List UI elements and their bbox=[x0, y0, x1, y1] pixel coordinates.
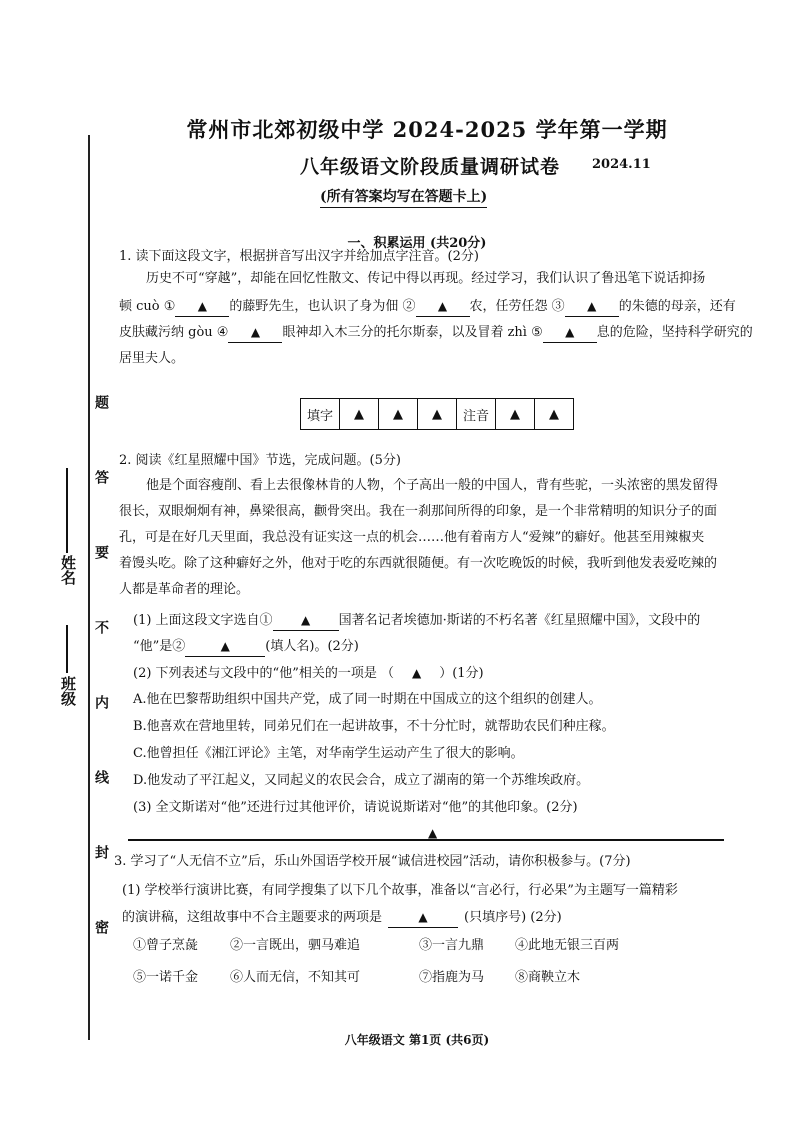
story-item: ①曾子烹彘 bbox=[133, 938, 199, 953]
answer-line[interactable] bbox=[128, 839, 724, 841]
q1-stem: 1. 读下面这段文字，根据拼音写出汉字并给加点字注音。(2分) bbox=[119, 249, 479, 264]
q3-stem: 3. 学习了“人无信不立”后，乐山外国语学校开展“诚信进校园”活动，请你积极参与。(7分) bbox=[114, 854, 631, 869]
exam-title: 常州市北郊初级中学 2024-2025 学年第一学期 bbox=[186, 117, 668, 142]
q3-sub1: (1) 学校举行演讲比赛，有同学搜集了以下几个故事，准备以“言必行，行必果”为主题写一篇精彩 bbox=[122, 883, 678, 898]
q1-line: 居里夫人。 bbox=[119, 351, 185, 366]
passage-line: 很长，双眼炯炯有神，鼻梁很高，颧骨突出。我在一刹那间所得的印象，是一个非常精明的知识分子的面 bbox=[119, 504, 718, 519]
q1-line: 顿 cuò ① ▲ 的藤野先生，也认识了身为佃 ② ▲ 农，任劳任怨 ③ ▲ 的朱德的母亲，还有 bbox=[119, 296, 736, 317]
table-cell[interactable]: ▲ bbox=[340, 399, 379, 430]
seal-char: 要 bbox=[93, 545, 109, 559]
table-cell[interactable]: ▲ bbox=[496, 399, 535, 430]
passage-line: 他是个面容瘦削、看上去很像林肯的人物，个子高出一般的中国人，背有些驼，一头浓密的黑发留得 bbox=[146, 478, 719, 493]
q3-sub1: 的演讲稿，这组故事中不合主题要求的两项是 ▲ (只填序号) (2分) bbox=[122, 907, 562, 928]
table-cell: 注音 bbox=[457, 399, 496, 430]
answer-blank[interactable]: ▲ bbox=[543, 322, 597, 343]
seal-char: 封 bbox=[93, 845, 109, 859]
class-label: 班级 bbox=[59, 676, 77, 706]
exam-subtitle: 八年级语文阶段质量调研试卷 bbox=[300, 156, 561, 178]
q2-stem: 2. 阅读《红星照耀中国》节选，完成问题。(5分) bbox=[119, 453, 401, 468]
answer-blank[interactable]: ▲ bbox=[228, 322, 282, 343]
option-d: D.他发动了平江起义，又同起义的农民会合，成立了湖南的第一个苏维埃政府。 bbox=[133, 773, 590, 788]
option-b: B.他喜欢在营地里转，同弟兄们在一起讲故事，不十分忙时，就帮助农民们种庄稼。 bbox=[133, 719, 615, 734]
story-item: ⑤一诺千金 bbox=[133, 970, 199, 985]
q2-sub2: (2) 下列表述与文段中的“他”相关的一项是 （ ▲ ）(1分) bbox=[133, 666, 484, 681]
answer-blank[interactable]: ▲ bbox=[388, 907, 458, 928]
binding-line bbox=[88, 135, 90, 1040]
answer-blank[interactable]: ▲ bbox=[565, 296, 619, 317]
seal-char: 答 bbox=[93, 470, 109, 484]
answer-blank[interactable]: ▲ bbox=[416, 296, 470, 317]
exam-date: 2024.11 bbox=[592, 157, 651, 172]
passage-line: 孔，可是在好几天里面，我总没有证实这一点的机会……他有着南方人“爱辣”的癖好。他甚至用辣椒夹 bbox=[119, 530, 705, 545]
answer-blank[interactable]: ▲ bbox=[185, 636, 265, 657]
answer-blank[interactable]: ▲ bbox=[175, 296, 229, 317]
q1-line: 皮肤藏污纳 gòu ④ ▲ 眼神却入木三分的托尔斯泰，以及冒着 zhì ⑤ ▲ 息的危险，坚持科学研究的 bbox=[119, 322, 753, 343]
story-item: ③一言九鼎 bbox=[419, 938, 485, 953]
class-blank-line bbox=[66, 625, 68, 673]
option-a: A.他在巴黎帮助组织中国共产党，成了同一时期在中国成立的这个组织的创建人。 bbox=[133, 692, 602, 707]
table-cell[interactable]: ▲ bbox=[535, 399, 574, 430]
seal-char: 密 bbox=[93, 920, 109, 934]
answer-note: (所有答案均写在答题卡上) bbox=[320, 186, 487, 208]
name-label: 姓名 bbox=[59, 555, 77, 585]
story-item: ⑧商鞅立木 bbox=[515, 970, 581, 985]
answer-blank[interactable]: ▲ bbox=[273, 610, 339, 631]
table-cell[interactable]: ▲ bbox=[418, 399, 457, 430]
seal-char: 线 bbox=[93, 770, 109, 784]
name-blank-line bbox=[66, 468, 68, 553]
q2-sub3: (3) 全文斯诺对“他”还进行过其他评价，请说说斯诺对“他”的其他印象。(2分) bbox=[133, 800, 578, 815]
option-c: C.他曾担任《湘江评论》主笔，对华南学生运动产生了很大的影响。 bbox=[133, 746, 524, 761]
table-cell[interactable]: ▲ bbox=[379, 399, 418, 430]
passage-line: 着馒头吃。除了这种癖好之外，他对于吃的东西就很随便。有一次吃晚饭的时候，我听到他发表爱吃辣的 bbox=[119, 556, 718, 571]
q2-sub1: (1) 上面这段文字选自① ▲ 国著名记者埃德加·斯诺的不朽名著《红星照耀中国》，文段中的 bbox=[133, 610, 700, 631]
section-heading: 一、积累运用 (共20分) bbox=[347, 236, 487, 251]
answer-mark[interactable]: ▲ bbox=[411, 666, 422, 680]
q1-line: 历史不可“穿越”，却能在回忆性散文、传记中得以再现。经过学习，我们认识了鲁迅笔下说话抑扬 bbox=[146, 271, 706, 286]
page-footer: 八年级语文 第1页 (共6页) bbox=[344, 1033, 490, 1047]
answer-table bbox=[300, 398, 574, 430]
story-item: ④此地无银三百两 bbox=[515, 938, 620, 953]
story-item: ⑦指鹿为马 bbox=[419, 970, 485, 985]
seal-char: 内 bbox=[93, 695, 109, 709]
story-item: ⑥人而无信，不知其可 bbox=[230, 970, 361, 985]
seal-char: 题 bbox=[93, 395, 109, 409]
answer-mark: ▲ bbox=[428, 826, 438, 840]
table-cell: 填字 bbox=[301, 399, 340, 430]
q2-sub1: “他”是② ▲ (填人名)。(2分) bbox=[133, 636, 359, 657]
seal-char: 不 bbox=[93, 620, 109, 634]
story-item: ②一言既出，驷马难追 bbox=[230, 938, 361, 953]
passage-line: 人都是革命者的理论。 bbox=[119, 582, 250, 597]
